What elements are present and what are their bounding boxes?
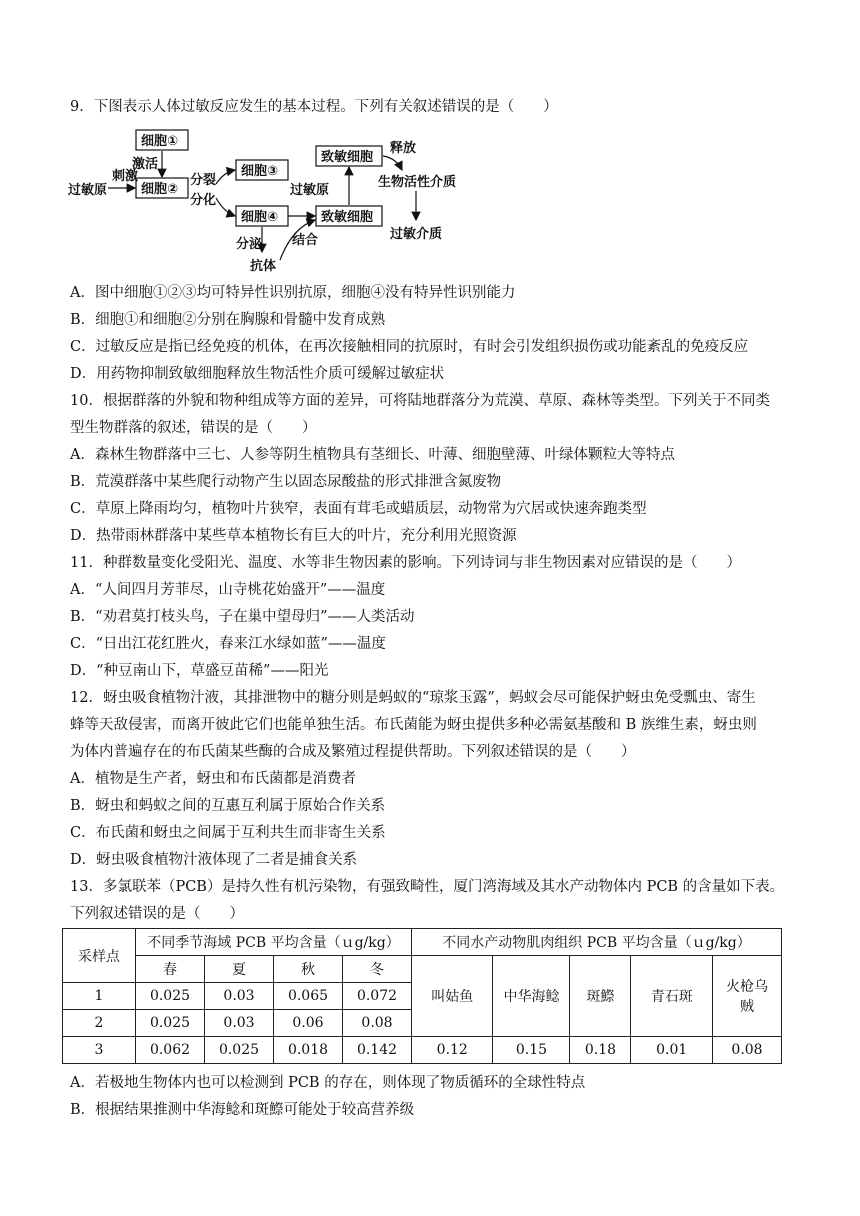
animal-name: 斑鰶 [570, 956, 631, 1037]
allergy-mediator-label: 过敏介质 [390, 227, 443, 242]
q9-option-b: B．细胞①和细胞②分别在胸腺和骨髓中发育成熟 [70, 312, 386, 328]
cell3-label: 细胞③ [241, 164, 279, 179]
value-cell: 0.025 [136, 1010, 205, 1037]
season-spring: 春 [136, 956, 205, 983]
value-cell: 0.06 [274, 1010, 343, 1037]
q13-stem-line1: 13．多氯联苯（PCB）是持久性有机污染物，有强致畸性，厦门湾海域及其水产动物体内 PCB 的含量如下表。 [70, 879, 785, 895]
antibody-label: 抗体 [250, 259, 277, 274]
q12-stem-line1: 12．蚜虫吸食植物汁液，其排泄物中的糖分则是蚂蚁的“琼浆玉露”，蚂蚁会尽可能保护蚜虫免受瓢虫、寄生 [70, 690, 756, 706]
secrete-label: 分泌 [236, 237, 263, 252]
q11-option-b: B．“劝君莫打枝头鸟，子在巢中望母归”——人类活动 [70, 609, 415, 625]
value-cell: 0.025 [136, 983, 205, 1010]
site-cell: 1 [63, 983, 136, 1010]
q13-stem-line2: 下列叙述错误的是（ ） [70, 906, 244, 922]
allergen-mid-label: 过敏原 [290, 183, 330, 198]
site-header: 采样点 [63, 929, 136, 983]
cell2-label: 细胞② [141, 182, 179, 197]
animal-value-cell: 0.12 [412, 1037, 493, 1064]
allergy-process-diagram [66, 124, 486, 284]
bioactive-mediator-label: 生物活性介质 [378, 175, 457, 190]
season-winter: 冬 [343, 956, 412, 983]
value-cell: 0.072 [343, 983, 412, 1010]
value-cell: 0.018 [274, 1037, 343, 1064]
value-cell: 0.062 [136, 1037, 205, 1064]
cell4-label: 细胞④ [241, 210, 279, 225]
season-summer: 夏 [205, 956, 274, 983]
animal-name: 中华海鲶 [493, 956, 570, 1037]
season-header: 不同季节海域 PCB 平均含量（ｕg/kg） [136, 929, 412, 956]
value-cell: 0.025 [205, 1037, 274, 1064]
table-row [63, 1037, 782, 1064]
q9-option-a: A．图中细胞①②③均可特异性识别抗原，细胞④没有特异性识别能力 [70, 285, 516, 301]
activate-label: 激活 [132, 157, 159, 172]
q12-option-b: B．蚜虫和蚂蚁之间的互惠互利属于原始合作关系 [70, 798, 386, 814]
sensitized-cell-bottom-label: 致敏细胞 [321, 210, 374, 225]
q13-option-b: B．根据结果推测中华海鲶和斑鰶可能处于较高营养级 [70, 1102, 415, 1118]
allergen-left-label: 过敏原 [68, 183, 108, 198]
divide-label: 分裂 [190, 173, 217, 188]
differentiate-label: 分化 [190, 193, 217, 208]
animal-name: 叫姑鱼 [412, 956, 493, 1037]
release-label: 释放 [390, 141, 417, 156]
q10-option-a: A．森林生物群落中三七、人参等阴生植物具有茎细长、叶薄、细胞壁薄、叶绿体颗粒大等特点 [70, 447, 675, 463]
value-cell: 0.08 [343, 1010, 412, 1037]
animal-name: 火枪乌贼 [713, 956, 782, 1037]
q12-stem-line3: 为体内普遍存在的布氏菌某些酶的合成及繁殖过程提供帮助。下列叙述错误的是（ ） [70, 744, 636, 760]
q12-option-c: C．布氏菌和蚜虫之间属于互利共生而非寄生关系 [70, 825, 386, 841]
stimulus-label: 刺激 [112, 169, 139, 184]
q11-option-a: A．“人间四月芳菲尽，山寺桃花始盛开”——温度 [70, 582, 386, 598]
animal-header: 不同水产动物肌肉组织 PCB 平均含量（ｕg/kg） [412, 929, 782, 956]
pcb-table [62, 928, 782, 1064]
animal-value-cell: 0.01 [631, 1037, 713, 1064]
q11-option-d: D．“种豆南山下，草盛豆苗稀”——阳光 [70, 663, 329, 679]
site-cell: 3 [63, 1037, 136, 1064]
q9-stem: 9．下图表示人体过敏反应发生的基本过程。下列有关叙述错误的是（ ） [70, 99, 558, 115]
value-cell: 0.03 [205, 983, 274, 1010]
animal-value-cell: 0.08 [713, 1037, 782, 1064]
q13-option-a: A．若极地生物体内也可以检测到 PCB 的存在，则体现了物质循环的全球性特点 [70, 1075, 586, 1091]
animal-value-cell: 0.15 [493, 1037, 570, 1064]
q10-stem-line1: 10．根据群落的外貌和物种组成等方面的差异，可将陆地群落分为荒漠、草原、森林等类型。下列关于不同类 [70, 393, 770, 409]
q10-option-c: C．草原上降雨均匀，植物叶片狭窄，表面有茸毛或蜡质层，动物常为穴居或快速奔跑类型 [70, 501, 647, 517]
sensitized-cell-top-label: 致敏细胞 [321, 150, 374, 165]
q12-option-d: D．蚜虫吸食植物汁液体现了二者是捕食关系 [70, 852, 358, 868]
value-cell: 0.065 [274, 983, 343, 1010]
cell1-label: 细胞① [141, 134, 179, 149]
q11-stem: 11．种群数量变化受阳光、温度、水等非生物因素的影响。下列诗词与非生物因素对应错误的是（ ） [70, 555, 741, 571]
q10-option-b: B．荒漠群落中某些爬行动物产生以固态尿酸盐的形式排泄含氮废物 [70, 474, 502, 490]
animal-name: 青石斑 [631, 956, 713, 1037]
q10-stem-line2: 型生物群落的叙述，错误的是（ ） [70, 420, 317, 436]
value-cell: 0.03 [205, 1010, 274, 1037]
q11-option-c: C．“日出江花红胜火，春来江水绿如蓝”——温度 [70, 636, 386, 652]
q10-option-d: D．热带雨林群落中某些草本植物长有巨大的叶片，充分利用光照资源 [70, 528, 517, 544]
season-autumn: 秋 [274, 956, 343, 983]
value-cell: 0.142 [343, 1037, 412, 1064]
q9-option-d: D．用药物抑制致敏细胞释放生物活性介质可缓解过敏症状 [70, 366, 445, 382]
site-cell: 2 [63, 1010, 136, 1037]
bind-label: 结合 [292, 233, 319, 248]
q12-option-a: A．植物是生产者，蚜虫和布氏菌都是消费者 [70, 771, 356, 787]
q12-stem-line2: 蜂等天敌侵害，而离开彼此它们也能单独生活。布氏菌能为蚜虫提供多种必需氨基酸和 B 族维生素，蚜虫则 [70, 717, 757, 733]
animal-value-cell: 0.18 [570, 1037, 631, 1064]
q9-option-c: C．过敏反应是指已经免疫的机体，在再次接触相同的抗原时，有时会引发组织损伤或功能紊乱的免疫反应 [70, 339, 749, 355]
